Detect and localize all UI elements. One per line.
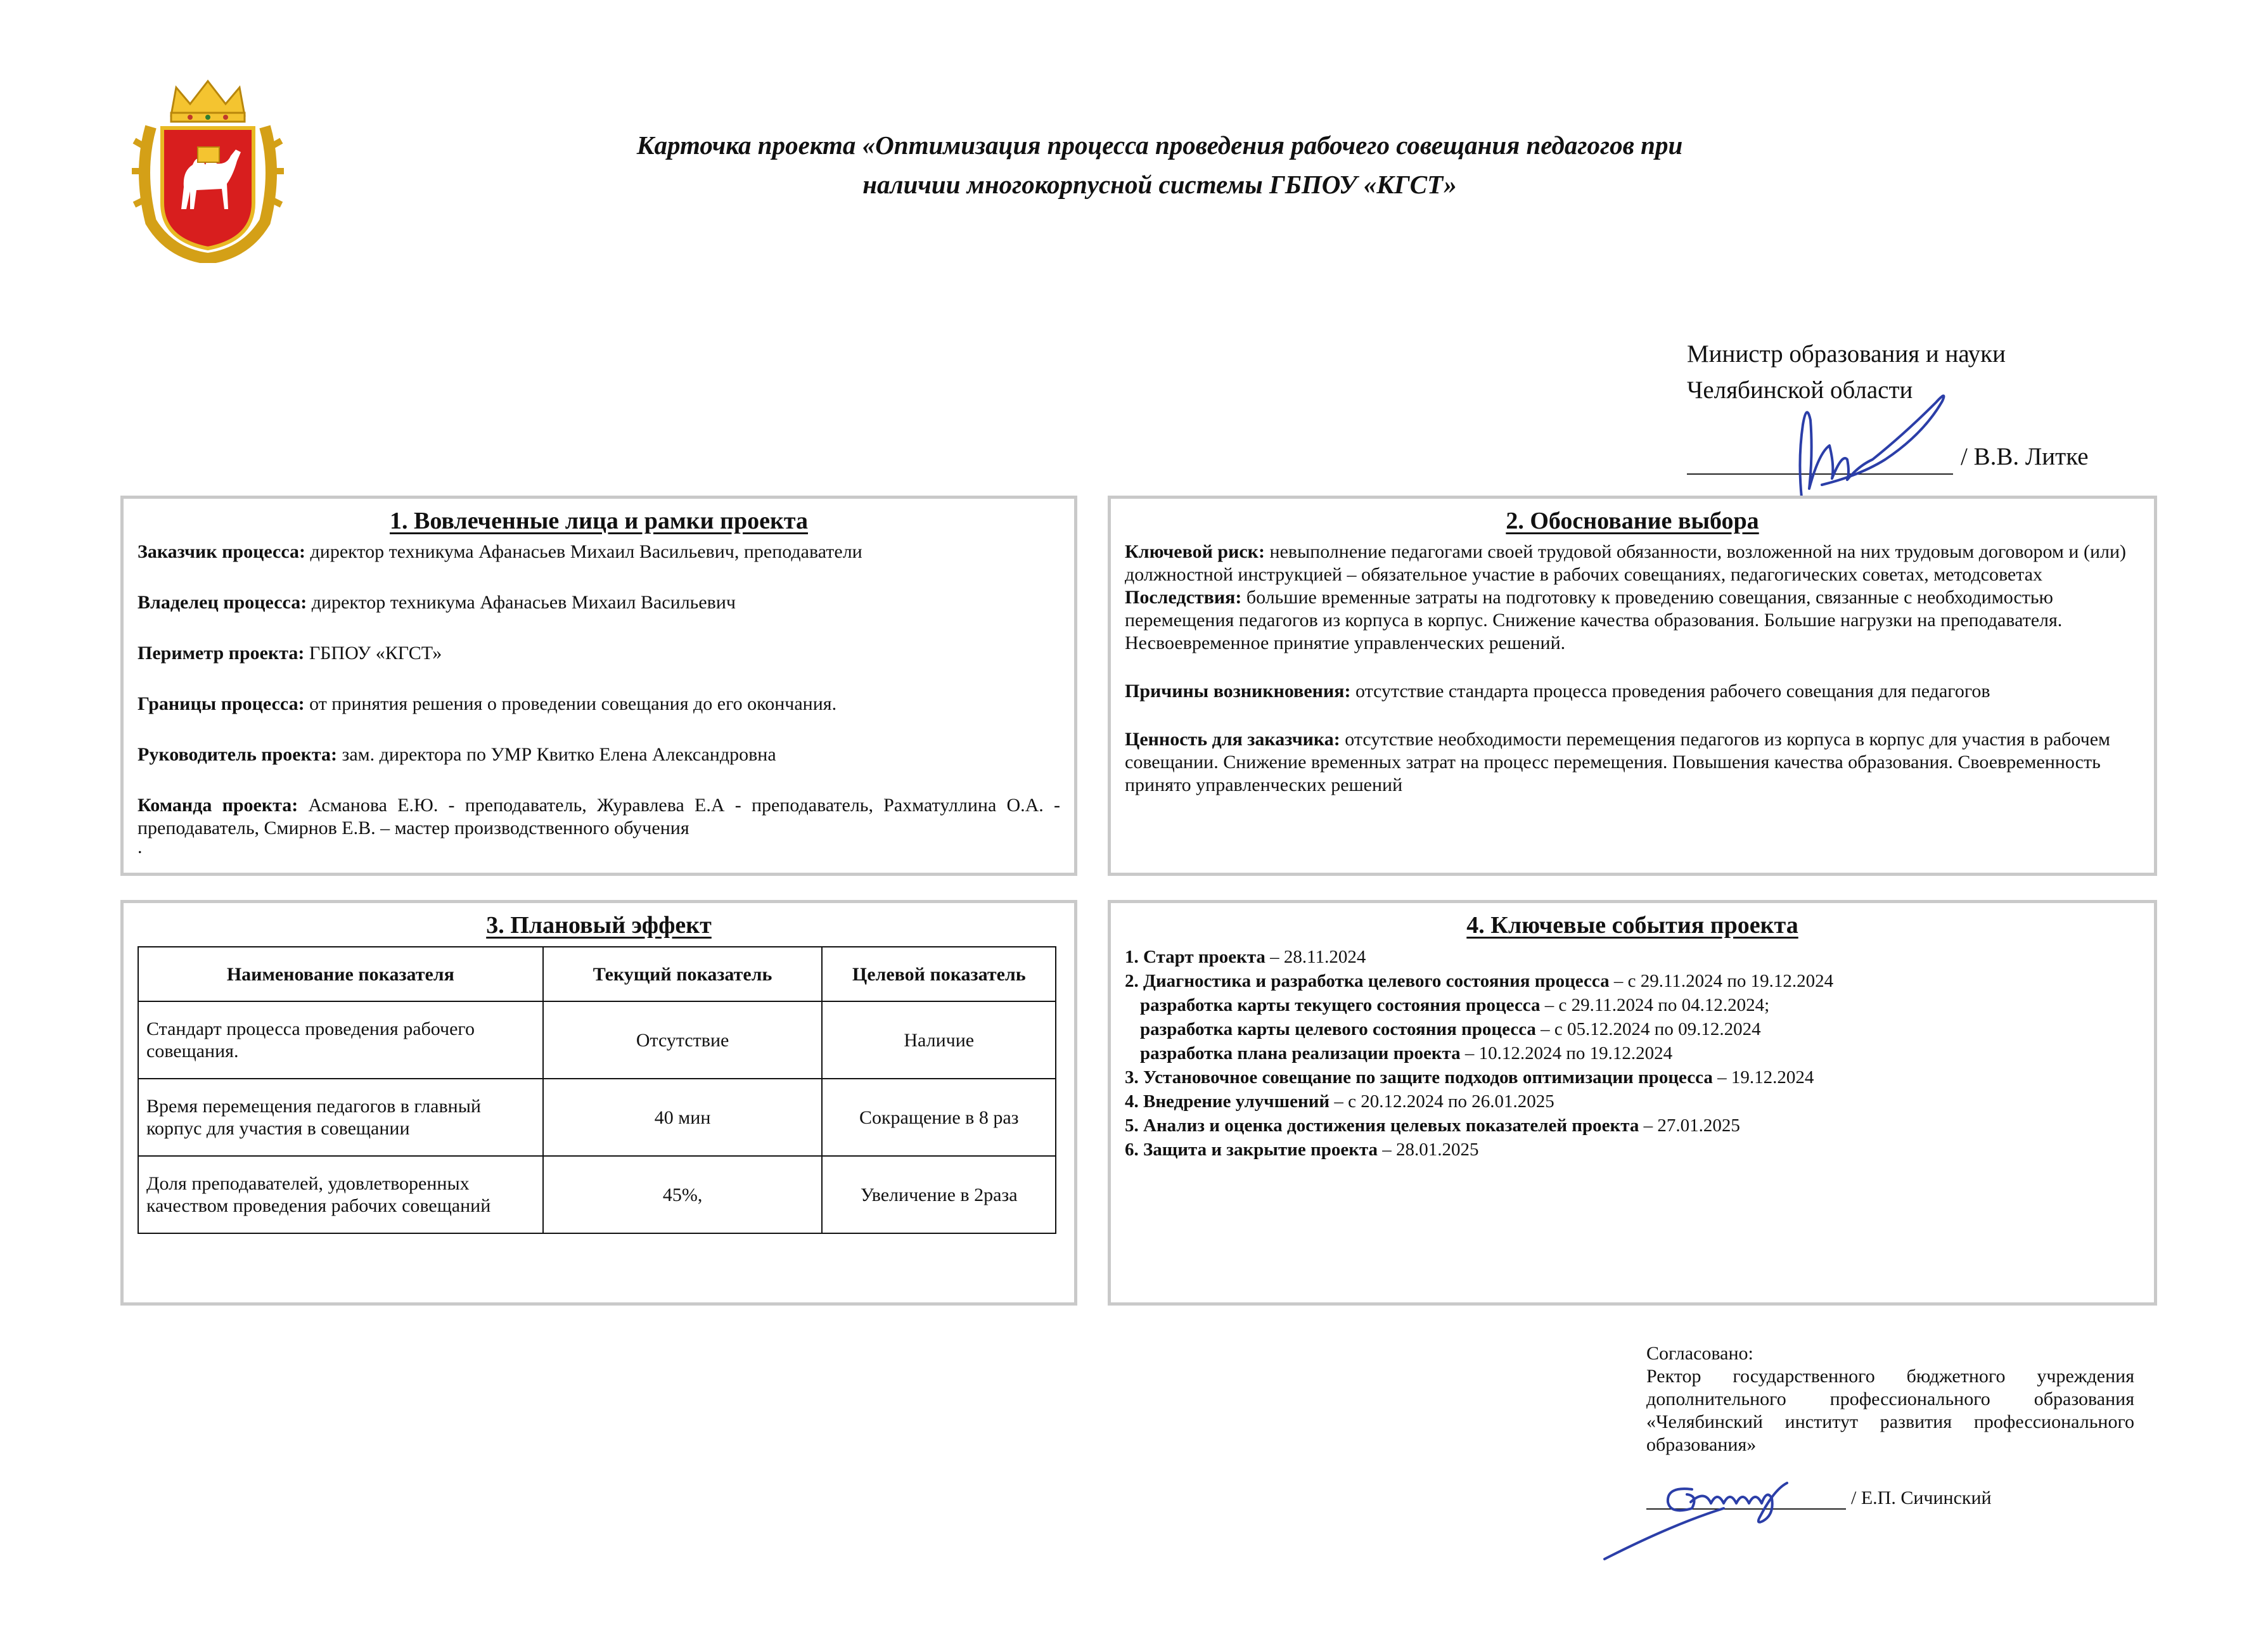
event-item	[1125, 969, 2140, 993]
event-label: 3. Установочное совещание по защите подходов оптимизации процесса	[1125, 1067, 1713, 1088]
item-project-lead	[138, 743, 1060, 766]
item-process-owner	[138, 591, 1060, 614]
table-row	[138, 1001, 1056, 1079]
event-date: – 28.11.2024	[1265, 947, 1366, 967]
item-text: директор техникума Афанасьев Михаил Васильевич, преподаватели	[305, 541, 862, 562]
section-3-title: 3. Плановый эффект	[486, 912, 712, 939]
events-list	[1125, 945, 2140, 1162]
event-label: 4. Внедрение улучшений	[1125, 1091, 1330, 1112]
item-label: Последствия:	[1125, 587, 1242, 608]
target-value: Наличие	[822, 1001, 1056, 1079]
item-label: Команда проекта:	[138, 795, 298, 816]
agreement-body: Ректор государственного бюджетного учреждения дополнительного профессионального образования «Челябинский институт развития профессионального образования»	[1646, 1366, 2134, 1455]
coat-of-arms-chelyabinsk-oblast-icon	[132, 76, 284, 263]
event-label: 2. Диагностика и разработка целевого состояния процесса	[1125, 971, 1610, 991]
event-date: – 27.01.2025	[1639, 1115, 1740, 1136]
event-label: 1. Старт проекта	[1125, 947, 1265, 967]
item-text: отсутствие необходимости перемещения педагогов из корпуса в корпус для участия в рабочем совещании. Снижение временных затрат на процесс перемещения. Повышения качества образования. Своевременность принято управленческих решений	[1125, 729, 2111, 795]
section-planned-effect	[120, 900, 1077, 1306]
handwritten-signature-icon	[1784, 364, 1974, 501]
section-stakeholders	[120, 496, 1077, 876]
item-label: Заказчик процесса:	[138, 541, 306, 562]
title-line-2: наличии многокорпусной системы ГБПОУ «КГСТ»	[862, 170, 1457, 199]
item-causes	[1125, 680, 2140, 703]
item-text: невыполнение педагогами своей трудовой обязанности, возложенной на них трудовым договором и (или) должностной инструкцией – обязательное участие в рабочих совещаниях, педагогических советах, методсоветах	[1125, 541, 2127, 585]
table-header-row	[138, 947, 1056, 1001]
section-2-title: 2. Обоснование выбора	[1506, 508, 1759, 534]
event-date: – с 05.12.2024 по 09.12.2024	[1535, 1019, 1761, 1039]
item-text: ГБПОУ «КГСТ»	[304, 643, 442, 664]
approver-position-line-1: Министр образования и науки	[1687, 340, 2006, 368]
item-process-customer	[138, 541, 1060, 563]
item-text: отсутствие стандарта процесса проведения рабочего совещания для педагогов	[1350, 681, 1990, 702]
section-justification	[1108, 496, 2157, 876]
event-subitem	[1125, 1017, 2140, 1041]
event-date: – 10.12.2024 по 19.12.2024	[1460, 1043, 1673, 1063]
rector-signature	[1597, 1464, 1838, 1565]
coat-of-arms-emblem	[132, 76, 284, 263]
item-key-risk	[1125, 541, 2140, 586]
event-item	[1125, 945, 2140, 969]
column-header: Наименование показателя	[138, 947, 543, 1001]
item-label: Ключевой риск:	[1125, 541, 1265, 562]
event-subitem	[1125, 1041, 2140, 1065]
item-label: Границы процесса:	[138, 693, 305, 714]
event-label: разработка плана реализации проекта	[1140, 1043, 1461, 1063]
column-header: Целевой показатель	[822, 947, 1056, 1001]
minister-signature	[1784, 364, 1974, 501]
current-value: 40 мин	[543, 1079, 823, 1156]
item-text: Асманова Е.Ю. - преподаватель, Журавлева Е.А - преподаватель, Рахматуллина О.А. - преподаватель, Смирнов Е.В. – мастер производственного обучения	[138, 795, 1060, 838]
event-date: – с 20.12.2024 по 26.01.2025	[1329, 1091, 1554, 1112]
section-4-title: 4. Ключевые события проекта	[1466, 912, 1798, 939]
item-project-perimeter	[138, 642, 1060, 665]
item-label: Причины возникновения:	[1125, 681, 1351, 702]
event-label: разработка карты текущего состояния процесса	[1140, 995, 1541, 1015]
event-label: 5. Анализ и оценка достижения целевых показателей проекта	[1125, 1115, 1639, 1136]
item-text: от принятия решения о проведении совещания до его окончания.	[304, 693, 837, 714]
event-subitem	[1125, 993, 2140, 1017]
target-value: Увеличение в 2раза	[822, 1156, 1056, 1233]
section-key-events	[1108, 900, 2157, 1306]
table-row	[138, 1156, 1056, 1233]
effect-table	[138, 946, 1056, 1234]
event-item	[1125, 1089, 2140, 1114]
item-consequences	[1125, 586, 2140, 655]
item-label: Владелец процесса:	[138, 592, 307, 613]
target-value: Сокращение в 8 раз	[822, 1079, 1056, 1156]
item-process-boundaries	[138, 693, 1060, 716]
item-text: директор техникума Афанасьев Михаил Васильевич	[307, 592, 736, 613]
item-project-team	[138, 794, 1060, 840]
indicator-name: Время перемещения педагогов в главный корпус для участия в совещании	[138, 1079, 543, 1156]
item-label: Периметр проекта:	[138, 643, 305, 664]
document-title	[482, 125, 1838, 204]
event-item	[1125, 1065, 2140, 1089]
event-date: – 19.12.2024	[1712, 1067, 1814, 1088]
event-date: – с 29.11.2024 по 04.12.2024;	[1540, 995, 1770, 1015]
event-date: – с 29.11.2024 по 19.12.2024	[1609, 971, 1834, 991]
title-line-1: Карточка проекта «Оптимизация процесса проведения рабочего совещания педагогов при	[636, 131, 1683, 160]
event-item	[1125, 1138, 2140, 1162]
column-header: Текущий показатель	[543, 947, 823, 1001]
current-value: 45%,	[543, 1156, 823, 1233]
section-1-title: 1. Вовлеченные лица и рамки проекта	[389, 508, 808, 534]
event-label: 6. Защита и закрытие проекта	[1125, 1139, 1378, 1160]
item-text: большие временные затраты на подготовку к проведению совещания, связанные с необходимостью перемещения педагогов из корпуса в корпус. Снижение качества образования. Большие нагрузки на преподавателя. Несвоевременное принятие управленческих решений.	[1125, 587, 2063, 653]
indicator-name: Доля преподавателей, удовлетворенных качеством проведения рабочих совещаний	[138, 1156, 543, 1233]
handwritten-signature-icon	[1597, 1464, 1838, 1565]
event-item	[1125, 1114, 2140, 1138]
approver-position-line-2: Челябинской области	[1687, 376, 1913, 404]
trailing-mark: .	[138, 837, 143, 857]
item-label: Руководитель проекта:	[138, 744, 337, 765]
item-customer-value	[1125, 728, 2140, 797]
event-label: разработка карты целевого состояния процесса	[1140, 1019, 1536, 1039]
table-row	[138, 1079, 1056, 1156]
current-value: Отсутствие	[543, 1001, 823, 1079]
event-date: – 28.01.2025	[1378, 1139, 1479, 1160]
approver-name: / В.В. Литке	[1961, 443, 2089, 470]
rector-name: / Е.П. Сичинский	[1851, 1487, 1992, 1508]
item-text: зам. директора по УМР Квитко Елена Александровна	[336, 744, 776, 765]
item-label: Ценность для заказчика:	[1125, 729, 1340, 750]
indicator-name: Стандарт процесса проведения рабочего совещания.	[138, 1001, 543, 1079]
agreement-heading: Согласовано:	[1646, 1343, 1753, 1364]
